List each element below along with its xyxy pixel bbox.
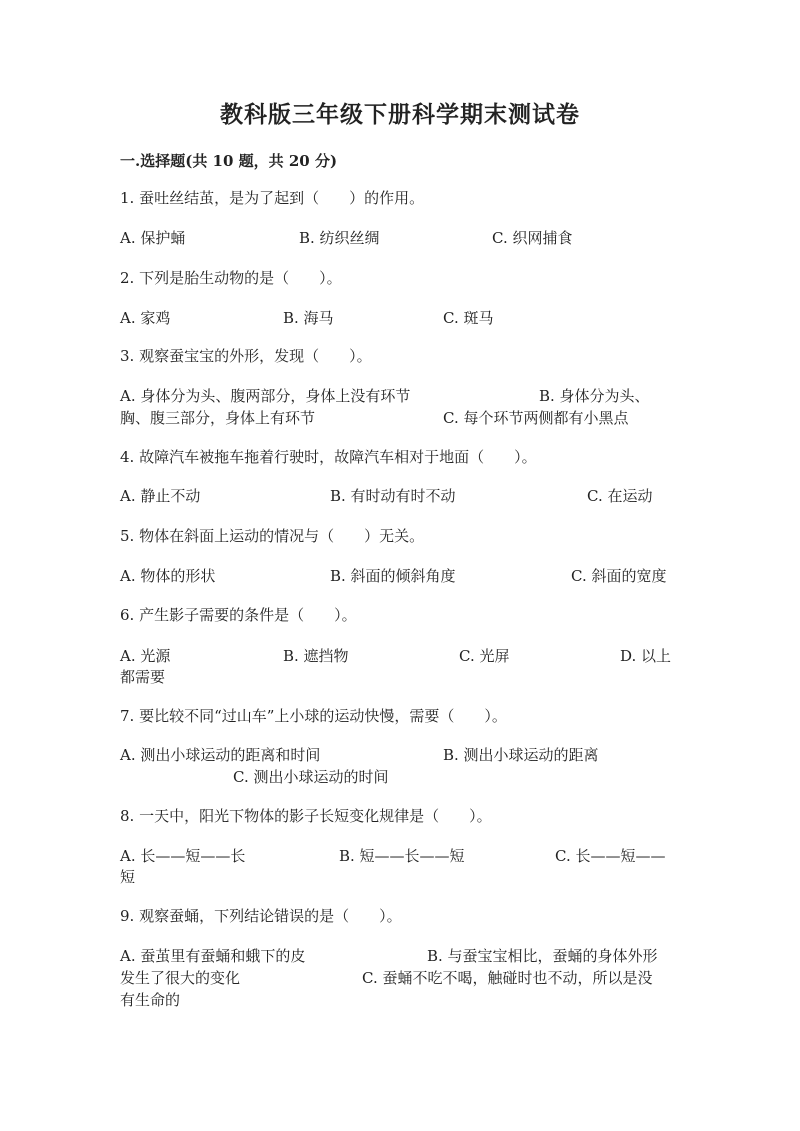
- q4-option-b: B. 有时动有时不动: [330, 487, 456, 505]
- question-8: 8. 一天中，阳光下物体的影子长短变化规律是（ ）。: [120, 807, 492, 825]
- q4-option-a: A. 静止不动: [120, 487, 201, 505]
- q9-option-b-line2: 发生了很大的变化: [120, 969, 241, 987]
- q9-option-a: A. 蚕茧里有蚕蛹和蛾下的皮: [120, 947, 306, 965]
- q5-option-b: B. 斜面的倾斜角度: [330, 567, 456, 585]
- q8-option-c-line2: 短: [120, 868, 136, 886]
- q1-option-a: A. 保护蛹: [120, 229, 186, 247]
- page-title: 教科版三年级下册科学期末测试卷: [220, 101, 580, 128]
- q7-option-a: A. 测出小球运动的距离和时间: [120, 746, 321, 764]
- q6-option-a: A. 光源: [120, 647, 171, 665]
- q6-option-b: B. 遮挡物: [283, 647, 349, 665]
- question-2: 2. 下列是胎生动物的是（ ）。: [120, 269, 342, 287]
- q2-option-b: B. 海马: [283, 309, 334, 327]
- q2-option-a: A. 家鸡: [120, 309, 171, 327]
- q3-option-b-line2: 胸、腹三部分，身体上有环节: [120, 409, 316, 427]
- q1-option-c: C. 织网捕食: [492, 229, 573, 247]
- q7-option-b: B. 测出小球运动的距离: [443, 746, 599, 764]
- q9-option-b-line1: B. 与蚕宝宝相比，蚕蛹的身体外形: [427, 947, 658, 965]
- question-6: 6. 产生影子需要的条件是（ ）。: [120, 606, 357, 624]
- question-5: 5. 物体在斜面上运动的情况与（ ）无关。: [120, 527, 425, 545]
- q3-option-a: A. 身体分为头、腹两部分，身体上没有环节: [120, 387, 411, 405]
- q5-option-c: C. 斜面的宽度: [571, 567, 667, 585]
- q4-option-c: C. 在运动: [587, 487, 653, 505]
- q8-option-b: B. 短——长——短: [339, 847, 465, 865]
- question-4: 4. 故障汽车被拖车拖着行驶时，故障汽车相对于地面（ ）。: [120, 448, 537, 466]
- q5-option-a: A. 物体的形状: [120, 567, 216, 585]
- q6-option-d-line2: 都需要: [120, 668, 166, 686]
- q6-option-c: C. 光屏: [459, 647, 510, 665]
- question-9: 9. 观察蚕蛹，下列结论错误的是（ ）。: [120, 907, 402, 925]
- q3-option-b-line1: B. 身体分为头、: [539, 387, 650, 405]
- q8-option-c-line1: C. 长——短——: [555, 847, 666, 865]
- q9-option-c-line2: 有生命的: [120, 991, 181, 1009]
- q1-option-b: B. 纺织丝绸: [299, 229, 380, 247]
- q8-option-a: A. 长——短——长: [120, 847, 246, 865]
- question-1: 1. 蚕吐丝结茧，是为了起到（ ）的作用。: [120, 189, 425, 207]
- section-heading: 一.选择题(共 10 题，共 20 分): [120, 152, 338, 170]
- q3-option-c: C. 每个环节两侧都有小黑点: [443, 409, 629, 427]
- question-7: 7. 要比较不同“过山车”上小球的运动快慢，需要（ ）。: [120, 707, 507, 725]
- q6-option-d-line1: D. 以上: [620, 647, 672, 665]
- question-3: 3. 观察蚕宝宝的外形，发现（ ）。: [120, 347, 372, 365]
- q9-option-c-line1: C. 蚕蛹不吃不喝，触碰时也不动，所以是没: [362, 969, 653, 987]
- q7-option-c: C. 测出小球运动的时间: [233, 768, 389, 786]
- q2-option-c: C. 斑马: [443, 309, 494, 327]
